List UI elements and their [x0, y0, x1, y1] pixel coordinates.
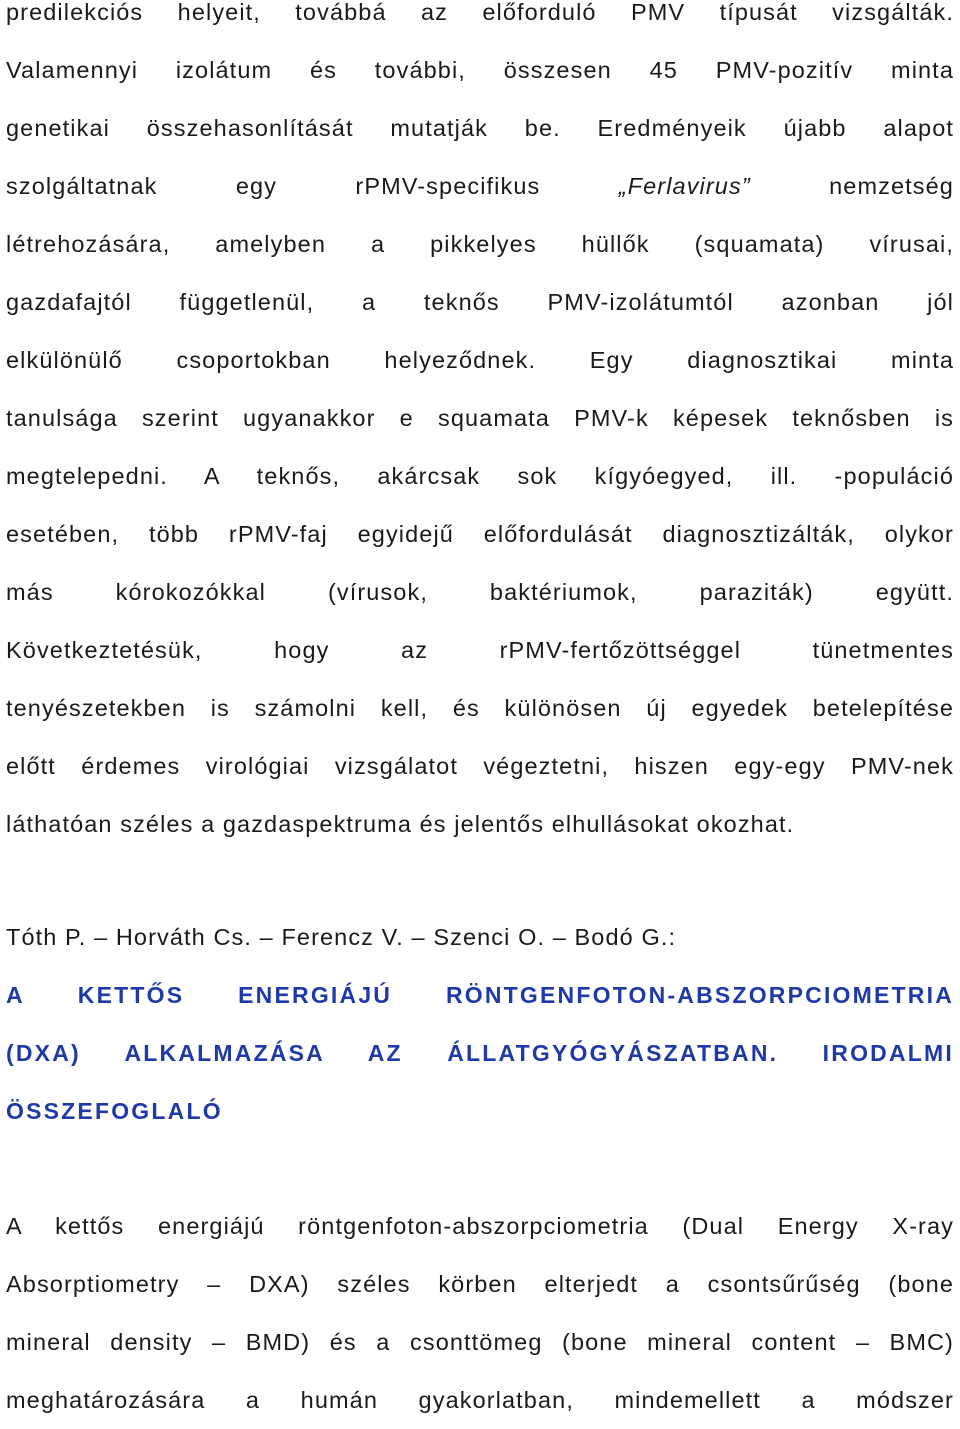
- title-line: A KETTŐS ENERGIÁJÚ RÖNTGENFOTON-ABSZORPCIOMETRIA: [6, 982, 954, 1008]
- article-authors: Tóth P. – Horváth Cs. – Ferencz V. – Szenci O. – Bodó G.:: [6, 924, 677, 950]
- text-line: láthatóan széles a gazdaspektruma és jelentős elhullásokat okozhat.: [6, 811, 795, 837]
- text-line: tenyészetekben is számolni kell, és különösen új egyedek betelepítése: [6, 695, 954, 721]
- text-line: Absorptiometry – DXA) széles körben elterjedt a csontsűrűség (bone: [6, 1271, 954, 1297]
- article-title: [6, 966, 954, 1140]
- paragraph-dxa-intro: [6, 1197, 954, 1429]
- text-line: Következtetésük, hogy az rPMV-fertőzöttséggel tünetmentes: [6, 637, 954, 663]
- text-line: létrehozására, amelyben a pikkelyes hüllők (squamata) vírusai,: [6, 231, 954, 257]
- paragraph-pmv-summary: [6, 0, 954, 853]
- text-line: mineral density – BMD) és a csonttömeg (bone mineral content – BMC): [6, 1329, 954, 1355]
- text-line-ferlavirus: [6, 157, 954, 215]
- text-line: genetikai összehasonlítását mutatják be. Eredményeik újabb alapot: [6, 115, 954, 141]
- text-line: meghatározására a humán gyakorlatban, mindemellett a módszer: [6, 1387, 954, 1413]
- text-line: tanulsága szerint ugyanakkor e squamata PMV-k képesek teknősben is: [6, 405, 954, 431]
- text-line: gazdafajtól függetlenül, a teknős PMV-izolátumtól azonban jól: [6, 289, 954, 315]
- text-line: predilekciós helyeit, továbbá az előforduló PMV típusát vizsgálták.: [6, 0, 954, 25]
- text-line: megtelepedni. A teknős, akárcsak sok kígyóegyed, ill. -populáció: [6, 463, 954, 489]
- text-line: más kórokozókkal (vírusok, baktériumok, paraziták) együtt.: [6, 579, 954, 605]
- text-line: A kettős energiájú röntgenfoton-abszorpciometria (Dual Energy X-ray: [6, 1213, 954, 1239]
- text-line: esetében, több rPMV-faj egyidejű előfordulását diagnosztizálták, olykor: [6, 521, 954, 547]
- text-line: előtt érdemes virológiai vizsgálatot végeztetni, hiszen egy-egy PMV-nek: [6, 753, 954, 779]
- title-line: (DXA) ALKALMAZÁSA AZ ÁLLATGYÓGYÁSZATBAN. IRODALMI: [6, 1040, 954, 1066]
- title-line: ÖSSZEFOGLALÓ: [6, 1098, 223, 1124]
- text-line: Valamennyi izolátum és további, összesen 45 PMV-pozitív minta: [6, 57, 954, 83]
- text-segment: nemzetség: [829, 173, 954, 199]
- genus-name: „Ferlavirus”: [618, 173, 751, 199]
- text-line: elkülönülő csoportokban helyeződnek. Egy diagnosztikai minta: [6, 347, 954, 373]
- text-segment: szolgáltatnak egy rPMV-specifikus: [6, 173, 541, 199]
